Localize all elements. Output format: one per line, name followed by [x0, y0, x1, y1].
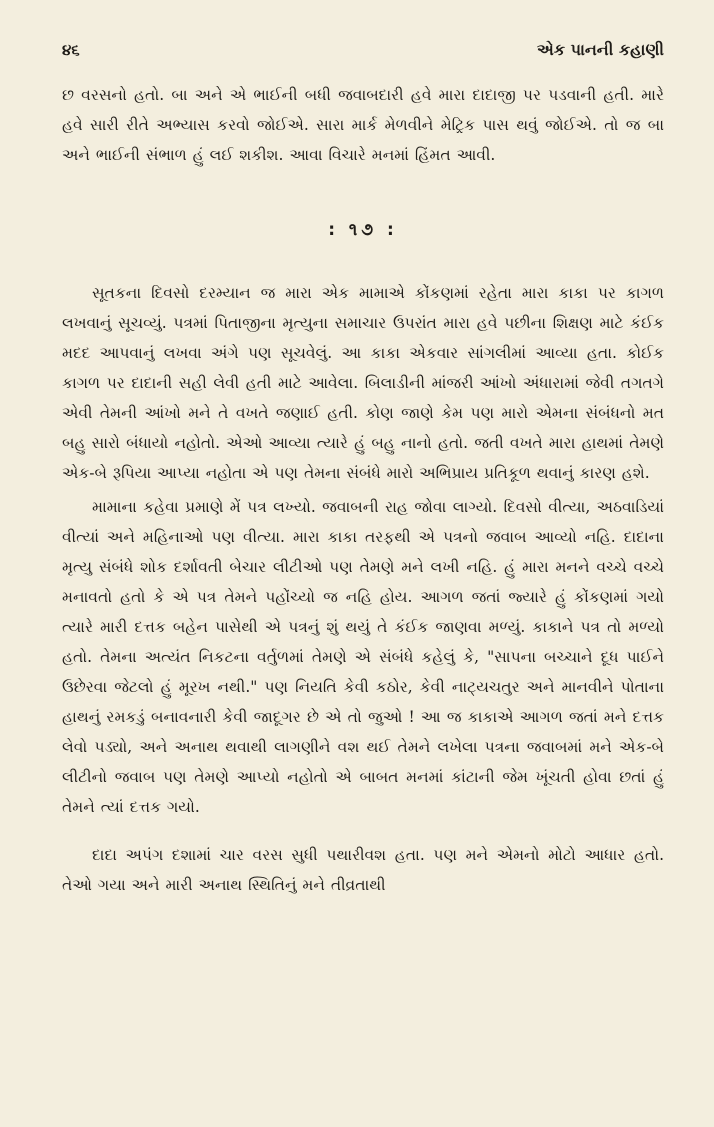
running-title: એક પાનની કહાણી	[536, 40, 664, 59]
paragraph-1: છ વરસનો હતો. બા અને એ ભાઈની બધી જવાબદારી હવે મારા દાદાજી પર પડવાની હતી. મારે હવે સારી રીતે અભ્યાસ કરવો જોઈએ. સારા માર્ક મેળવીને મેટ્રિક પાસ થવું જોઈએ. તો જ બા અને ભાઈની સંભાળ હું લઈ શકીશ. આવા વિચારે મનમાં હિંમત આવી.	[62, 86, 664, 164]
paragraph-3: મામાના કહેવા પ્રમાણે મેં પત્ર લખ્યો. જવાબની રાહ જોવા લાગ્યો. દિવસો વીત્યા, અઠવાડિયાં વીત્યાં અને મહિનાઓ પણ વીત્યા. મારા કાકા તરફથી એ પત્રનો જવાબ આવ્યો નહિ. દાદાના મૃત્યુ સંબંધે શોક દર્શાવતી બેચાર લીટીઓ પણ તેમણે મને લખી નહિ. હું મારા મનને વચ્ચે વચ્ચે મનાવતો હતો કે એ પત્ર તેમને પહોંચ્યો જ નહિ હોય. આગળ જતાં જ્યારે હું કોંકણમાં ગયો ત્યારે મારી દત્તક બહેન પાસેથી એ પત્રનું શું થયું તે કંઈક જાણવા મળ્યું. કાકાને પત્ર તો મળ્યો હતો. તેમના અત્યંત નિકટના વર્તુળમાં તેમણે એ સંબંધે કહેલું કે, "સાપના બચ્ચાને દૂધ પાઈને ઉછેરવા જેટલો હું મૂરખ નથી." પણ નિયતિ કેવી કઠોર, કેવી નાટ્યચતુર અને માનવીને પોતાના હાથનું રમકડું બનાવનારી કેવી જાદૂગર છે એ તો જુઓ ! આ જ કાકાએ આગળ જતાં મને દત્તક લેવો પડ્યો, અને અનાથ થવાથી લાગણીને વશ થઈ તેમને લખેલા પત્રના જવાબમાં મને એક-બે લીટીનો જવાબ પણ તેમણે આપ્યો નહોતો એ બાબત મનમાં કાંટાની જેમ ખૂંચતી હોવા છતાં હું તેમને ત્યાં દત્તક ગયો.	[62, 498, 664, 816]
page-number: ૪૬	[62, 41, 80, 59]
page-header	[62, 40, 664, 80]
chapter-number: : ૧૭ :	[328, 220, 398, 240]
paragraph-2: સૂતકના દિવસો દરમ્યાન જ મારા એક મામાએ કોંકણમાં રહેતા મારા કાકા પર કાગળ લખવાનું સૂચવ્યું. પત્રમાં પિતાજીના મૃત્યુના સમાચાર ઉપરાંત મારા હવે પછીના શિક્ષણ માટે કંઈક મદદ આપવાનું લખવા અંગે પણ સૂચવેલું. આ કાકા એકવાર સાંગલીમાં આવ્યા હતા. કોઈક કાગળ પર દાદાની સહી લેવી હતી માટે આવેલા. બિલાડીની માંજરી આંખો અંધારામાં જેવી તગતગે એવી તેમની આંખો મને તે વખતે જણાઈ હતી. કોણ જાણે કેમ પણ મારો એમના સંબંધનો મત બહુ સારો બંધાયો નહોતો. એઓ આવ્યા ત્યારે હું બહુ નાનો હતો. જતી વખતે મારા હાથમાં તેમણે એક-બે રૂપિયા આપ્યા નહોતા એ પણ તેમના સંબંધે મારો અભિપ્રાય પ્રતિકૂળ થવાનું કારણ હશે.	[62, 284, 664, 482]
paragraph-4: દાદા અપંગ દશામાં ચાર વરસ સુધી પથારીવશ હતા. પણ મને એમનો મોટો આધાર હતો. તેઓ ગયા અને મારી અનાથ સ્થિતિનું મને તીવ્રતાથી	[62, 846, 664, 894]
